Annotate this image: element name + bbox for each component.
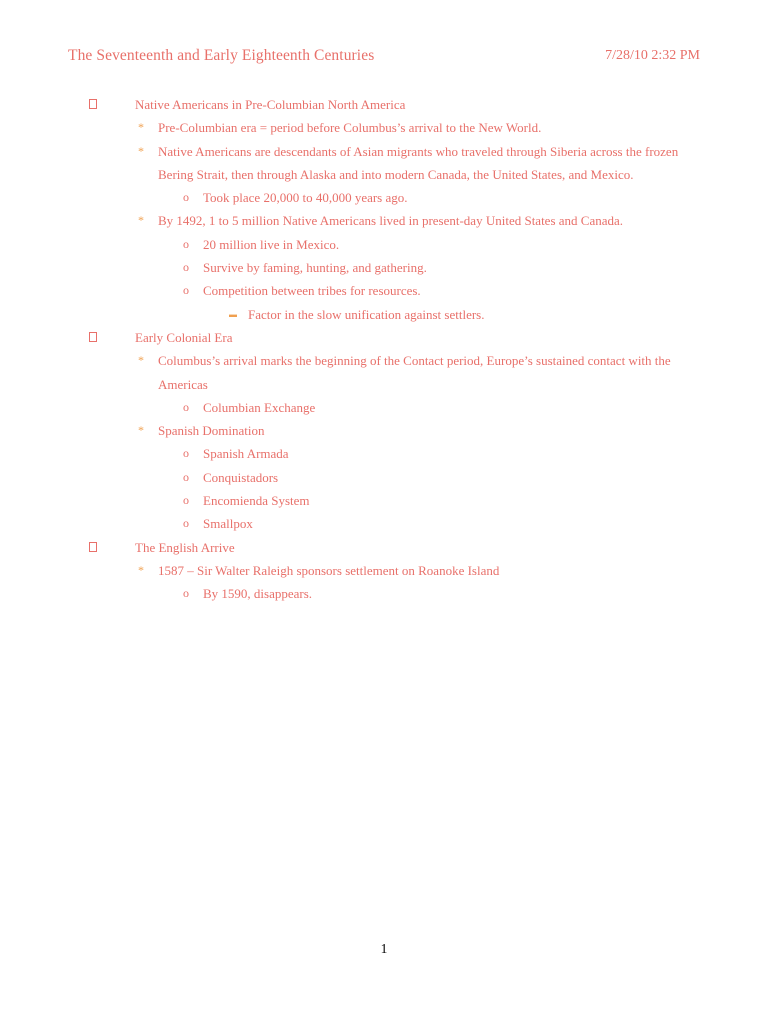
circle-bullet-icon: o [183, 236, 189, 251]
outline-item [0, 419, 768, 442]
outline [0, 93, 768, 606]
section-heading: Early Colonial Era [135, 329, 233, 345]
outline-section [0, 93, 768, 116]
outline-item [0, 140, 768, 187]
outline-subitem [0, 396, 768, 419]
item-text: Native Americans are descendants of Asian migrants who traveled through Siberia across the frozen Bering Strait, then through Alaska and into modern Canada, the United States, and Mexico. [158, 143, 679, 182]
square-bullet-icon [87, 536, 99, 559]
item-text: Pre-Columbian era = period before Columbus’s arrival to the New World. [158, 120, 542, 136]
circle-bullet-icon: o [183, 493, 189, 508]
circle-bullet-icon: o [183, 399, 189, 414]
circle-bullet-icon: o [183, 446, 189, 461]
subitem-text: Survive by faming, hunting, and gathering. [203, 260, 427, 276]
subitem-text: Encomienda System [203, 493, 310, 509]
subitem-text: By 1590, disappears. [203, 586, 313, 602]
outline-subitem [0, 256, 768, 279]
asterisk-bullet-icon: * [138, 353, 144, 368]
document-title: The Seventeenth and Early Eighteenth Centuries [68, 47, 375, 64]
circle-bullet-icon: o [183, 190, 189, 205]
square-bullet-icon [87, 93, 99, 116]
outline-subitem [0, 512, 768, 535]
subitem-text: Conquistadors [203, 469, 279, 485]
asterisk-bullet-icon: * [138, 423, 144, 438]
subitem-text: Columbian Exchange [203, 399, 316, 415]
circle-bullet-icon: o [183, 260, 189, 275]
subitem-text: Took place 20,000 to 40,000 years ago. [203, 190, 408, 206]
subitem-text: Spanish Armada [203, 446, 289, 462]
outline-subitem [0, 233, 768, 256]
outline-section [0, 536, 768, 559]
circle-bullet-icon: o [183, 469, 189, 484]
circle-bullet-icon: o [183, 586, 189, 601]
outline-item [0, 559, 768, 582]
subitem-text: Competition between tribes for resources. [203, 283, 421, 299]
item-text: Spanish Domination [158, 423, 265, 439]
outline-item [0, 209, 768, 232]
square-bullet-icon [87, 326, 99, 349]
outline-subitem [0, 582, 768, 605]
asterisk-bullet-icon: * [138, 120, 144, 135]
item-text: By 1492, 1 to 5 million Native Americans lived in present-day United States and Canada. [158, 213, 624, 229]
asterisk-bullet-icon: * [138, 143, 144, 158]
page-number: 1 [380, 941, 388, 956]
subitem-text: Smallpox [203, 516, 253, 532]
circle-bullet-icon: o [183, 516, 189, 531]
dash-bullet-icon: ▬ [229, 309, 237, 319]
outline-item [0, 349, 768, 396]
outline-item [0, 116, 768, 139]
outline-subitem [0, 442, 768, 465]
outline-subsubitem [0, 303, 768, 326]
section-heading: The English Arrive [135, 539, 235, 555]
asterisk-bullet-icon: * [138, 213, 144, 228]
asterisk-bullet-icon: * [138, 562, 144, 577]
subitem-text: 20 million live in Mexico. [203, 236, 340, 252]
outline-subitem [0, 466, 768, 489]
section-heading: Native Americans in Pre-Columbian North America [135, 97, 406, 112]
document-timestamp: 7/28/10 2:32 PM [605, 48, 700, 63]
outline-subitem [0, 279, 768, 302]
item-text: 1587 – Sir Walter Raleigh sponsors settlement on Roanoke Island [158, 562, 500, 578]
subsubitem-text: Factor in the slow unification against settlers. [248, 306, 485, 322]
outline-section [0, 326, 768, 349]
outline-subitem [0, 489, 768, 512]
circle-bullet-icon: o [183, 283, 189, 298]
page-header [68, 47, 702, 69]
item-text: Columbus’s arrival marks the beginning of the Contact period, Europe’s sustained contact with the Americas [158, 353, 671, 392]
outline-subitem [0, 186, 768, 209]
